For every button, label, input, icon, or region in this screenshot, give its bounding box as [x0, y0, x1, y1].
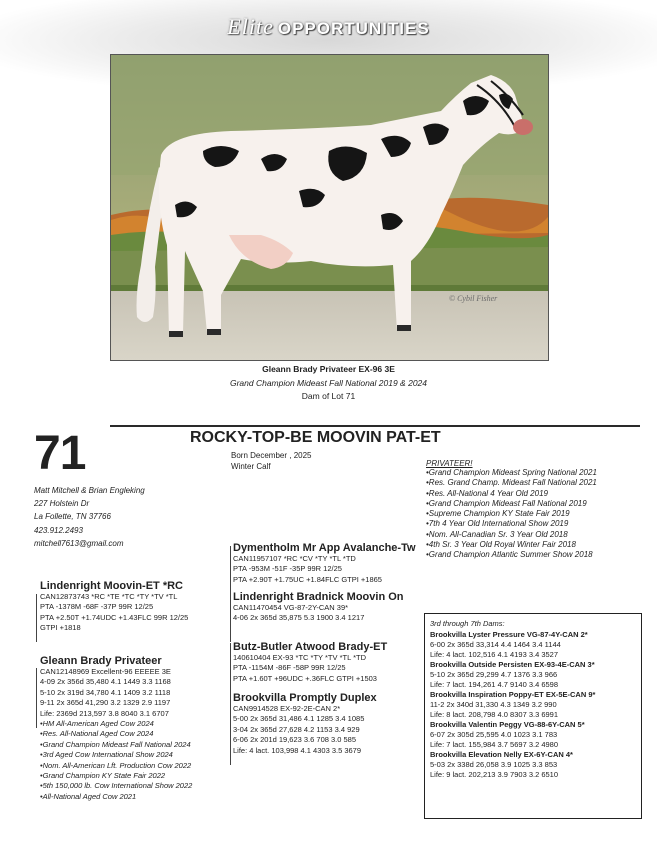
pedigree-bracket — [36, 668, 37, 728]
privateer-honor: •Grand Champion Atlantic Summer Show 2018 — [426, 550, 593, 560]
pedigree-line: CAN9914528 EX-92-2E-CAN 2* — [233, 704, 341, 713]
pedigree-line: 5-10 2x 319d 34,780 4.1 1409 3.2 1118 — [40, 687, 171, 697]
pedigree-dam — [40, 655, 192, 802]
pedigree-line: 3-04 2x 365d 27,628 4.2 1153 3.4 929 — [233, 724, 360, 734]
dam-entry-record: 6-07 2x 305d 25,595 4.0 1023 3.1 783 — [430, 730, 558, 739]
lot-number: 71 — [34, 427, 86, 480]
pedigree-line: 4-06 2x 365d 35,875 5.3 1900 3.4 1217 — [233, 613, 365, 623]
privateer-honor: •Res. All-National 4 Year Old 2019 — [426, 488, 548, 498]
pedigree-line: PTA +2.50T +1.74UDC +1.43FLC 99R 12/25 — [40, 612, 189, 622]
brand-script: Elite — [227, 14, 274, 39]
dam-honor: •Grand Champion Mideast Fall National 2024 — [40, 739, 191, 749]
pedigree-name: Brookvilla Promptly Duplex — [233, 692, 377, 704]
pedigree-line: PTA +1.60T +96UDC +.36FLC GTPI +1503 — [233, 673, 377, 683]
dam-entry — [430, 630, 595, 660]
dam-entry-record: 5-10 2x 365d 29,299 4.7 1376 3.3 966 — [430, 670, 558, 679]
lot-born: Born December , 2025 — [231, 451, 312, 460]
pedigree-name: Lindenright Bradnick Moovin On — [233, 591, 404, 603]
dam-honor: •3rd Aged Cow International Show 2024 — [40, 750, 173, 760]
consignor-street: 227 Holstein Dr — [34, 499, 90, 509]
pedigree-line: PTA -1154M -86F -58P 99R 12/25 — [233, 663, 346, 673]
pedigree-line: 5-00 2x 365d 31,486 4.1 1285 3.4 1085 — [233, 714, 365, 724]
privateer-honors — [426, 459, 597, 561]
dam-honor: •Grand Champion KY State Fair 2022 — [40, 771, 166, 781]
dam-honor: •Res. All-National Aged Cow 2024 — [40, 729, 154, 739]
pedigree-sire — [40, 580, 188, 634]
consignor-city: La Follette, TN 37766 — [34, 512, 111, 522]
pedigree-line: GTPI +1818 — [40, 623, 81, 633]
dam-entry-lifetime: Life: 8 lact. 208,798 4.0 8307 3.3 6991 — [430, 710, 559, 719]
privateer-honor: •Nom. All-Canadian Sr. 3 Year Old 2018 — [426, 529, 568, 539]
consignor-block — [34, 484, 145, 550]
dam-entry-lifetime: Life: 9 lact. 202,213 3.9 7903 3.2 6510 — [430, 770, 559, 779]
dam-entry-record: 6-00 2x 365d 33,314 4.4 1464 3.4 1144 — [430, 640, 561, 649]
consignor-phone: 423.912.2493 — [34, 525, 83, 535]
dams-heading: 3rd through 7th Dams: — [430, 619, 505, 628]
dam-entry — [430, 690, 595, 720]
pedigree-line: PTA -1378M -68F -37P 99R 12/25 — [40, 602, 154, 612]
privateer-honor: •Res. Grand Champ. Mideast Fall National 2021 — [426, 478, 597, 488]
pedigree-line: Life: 2369d 213,597 3.8 8040 3.1 6707 — [40, 708, 169, 718]
pedigree-sire-of-sire — [233, 542, 416, 585]
dam-entry-name: Brookvilla Elevation Nelly EX-6Y-CAN 4* — [430, 750, 573, 759]
pedigree-line: 140610404 EX-93 *TC *TY *TV *TL *TD — [233, 653, 366, 662]
pedigree-line: CAN11957107 *RC *CV *TY *TL *TD — [233, 554, 356, 563]
pedigree-line: PTA +2.90T +1.75UC +1.84FLC GTPI +1865 — [233, 574, 382, 584]
dam-entry — [430, 660, 595, 690]
dam-honor: •All-National Aged Cow 2021 — [40, 791, 137, 801]
pedigree-line: 6-06 2x 201d 19,623 3.6 708 3.0 585 — [233, 735, 357, 745]
privateer-honor: •Supreme Champion KY State Fair 2019 — [426, 509, 570, 519]
pedigree-name: Gleann Brady Privateer — [40, 655, 162, 667]
privateer-honor: •7th 4 Year Old International Show 2019 — [426, 519, 569, 529]
cow-photo — [110, 54, 549, 361]
dam-entry — [430, 720, 595, 750]
dam-entry — [430, 750, 595, 780]
pedigree-bracket — [230, 546, 231, 642]
dam-entry-name: Brookvilla Valentin Peggy VG-88-6Y-CAN 5* — [430, 720, 585, 729]
dam-entry-lifetime: Life: 7 lact. 155,984 3.7 5697 3.2 4980 — [430, 740, 559, 749]
dam-entry-lifetime: Life: 4 lact. 102,516 4.1 4193 3.4 3527 — [430, 650, 559, 659]
pedigree-name: Dymentholm Mr App Avalanche-Tw — [233, 542, 416, 554]
lot-class: Winter Calf — [231, 462, 271, 471]
dam-entry-name: Brookvilla Lyster Pressure VG-87-4Y-CAN 2* — [430, 630, 588, 639]
privateer-honor: •Grand Champion Mideast Fall National 2019 — [426, 498, 587, 508]
pedigree-name: Lindenright Moovin-ET *RC — [40, 580, 183, 592]
photo-caption-name: Gleann Brady Privateer EX-96 3E — [262, 364, 395, 374]
dam-entry-name: Brookvilla Outside Persisten EX-93-4E-CAN 3* — [430, 660, 595, 669]
pedigree-line: 9-11 2x 365d 41,290 3.2 1329 2.9 1197 — [40, 698, 171, 708]
brand-logo — [0, 14, 657, 40]
photo-caption-relation: Dam of Lot 71 — [301, 391, 356, 401]
photo-caption-awards: Grand Champion Mideast Fall National 2019 & 2024 — [229, 378, 428, 388]
privateer-honor: •4th Sr. 3 Year Old Royal Winter Fair 2018 — [426, 540, 576, 550]
dam-entry-lifetime: Life: 7 lact. 194,261 4.7 9140 3.4 6598 — [430, 680, 559, 689]
section-divider — [110, 425, 640, 427]
pedigree-line: Life: 4 lact. 103,998 4.1 4303 3.5 3679 — [233, 745, 362, 755]
dam-entry-name: Brookvilla Inspiration Poppy-ET EX-5E-CAN 9* — [430, 690, 596, 699]
pedigree-line: CAN12873743 *RC *TE *TC *TY *TV *TL — [40, 592, 178, 601]
dam-honor: •HM All-American Aged Cow 2024 — [40, 719, 154, 729]
pedigree-line: 4-09 2x 356d 35,480 4.1 1449 3.3 1168 — [40, 677, 171, 687]
pedigree-name: Butz-Butler Atwood Brady-ET — [233, 641, 388, 653]
dams-list — [430, 619, 595, 780]
privateer-honor: •Grand Champion Mideast Spring National 2021 — [426, 468, 597, 477]
pedigree-bracket — [36, 594, 37, 642]
dam-entry-record: 5-03 2x 338d 26,058 3.9 1025 3.3 853 — [430, 760, 558, 769]
privateer-heading: PRIVATEER! — [426, 459, 473, 468]
lot-title: ROCKY-TOP-BE MOOVIN PAT-ET — [190, 429, 441, 446]
dam-entry-record: 11-2 2x 340d 31,330 4.3 1349 3.2 990 — [430, 700, 557, 709]
pedigree-dams-dam — [233, 692, 377, 756]
pedigree-bracket — [230, 643, 231, 765]
photo-watermark: © Cybil Fisher — [449, 294, 498, 303]
pedigree-line: CAN12148969 Excellent-96 EEEEE 3E — [40, 667, 171, 676]
brand-caps: OPPORTUNITIES — [277, 19, 430, 38]
pedigree-dams-sire — [233, 641, 387, 684]
consignor-email[interactable]: mitchell7613@gmail.com — [34, 538, 124, 548]
dam-honor: •5th 150,000 lb. Cow International Show 2022 — [40, 781, 193, 791]
consignor-name: Matt Mitchell & Brian Engleking — [34, 486, 145, 495]
pedigree-sires-dam — [233, 591, 404, 624]
pedigree-line: CAN11470454 VG-87-2Y-CAN 39* — [233, 603, 349, 612]
dam-honor: •Nom. All-American Lft. Production Cow 2022 — [40, 760, 192, 770]
pedigree-line: PTA -953M -51F -35P 99R 12/25 — [233, 564, 342, 574]
